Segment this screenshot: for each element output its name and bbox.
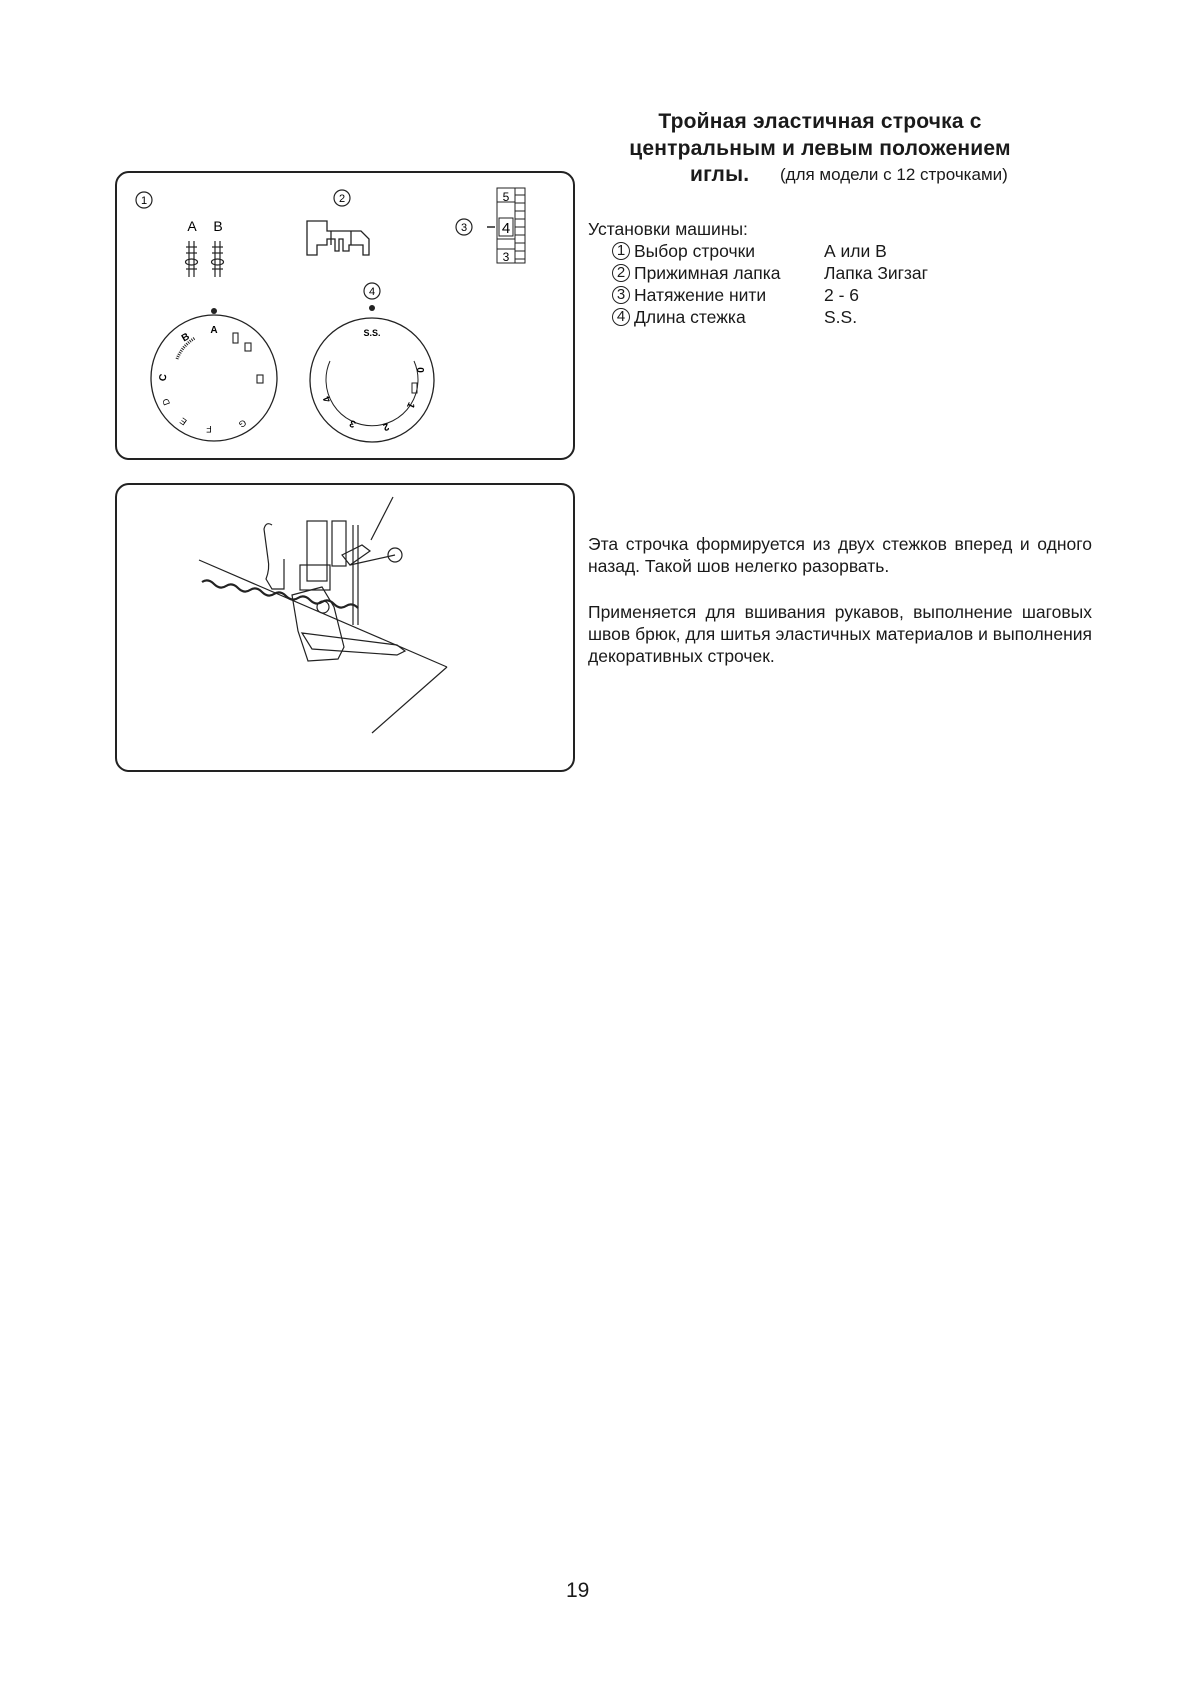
settings-num-1: 1 (612, 242, 630, 260)
settings-label-3: Натяжение нити (634, 285, 767, 305)
callout-2: 2 (338, 193, 346, 205)
tension-value-4: 4 (501, 220, 511, 237)
page-number: 19 (566, 1579, 590, 1602)
presser-foot-sewing-illustration (117, 485, 573, 770)
zigzag-foot-icon (307, 221, 369, 255)
pattern-a-label: A (187, 218, 197, 234)
dial-letter-a: A (210, 325, 218, 336)
dial-ss-label: S.S. (363, 328, 381, 338)
pattern-dial-marker (211, 308, 217, 314)
title-note: (для модели с 12 строчками) (780, 165, 1008, 184)
dial-letter-g: G (236, 417, 249, 430)
settings-value-1: А или В (824, 241, 887, 261)
dial-pattern-symbols (233, 333, 263, 383)
settings-row-length (588, 306, 928, 328)
settings-num-2: 2 (612, 264, 630, 282)
machine-settings (588, 218, 928, 328)
settings-row-foot (588, 262, 928, 284)
settings-value-3: 2 - 6 (824, 285, 860, 305)
settings-num-3: 3 (612, 286, 630, 304)
settings-label-4: Длина стежка (634, 307, 746, 327)
dial-letter-f: F (206, 424, 212, 434)
settings-illustration-panel (115, 171, 575, 460)
dial-letter-d: D (160, 397, 172, 407)
title-line-2: центральным и левым положением (629, 137, 1011, 160)
title-line-1: Тройная эластичная строчка с (658, 110, 982, 133)
callout-1: 1 (140, 195, 148, 207)
description-paragraph-2: Применяется для вшивания рукавов, выполнение шаговых швов брюк, для шитья эластичных материалов и выполнения декоративных строчек. (588, 602, 1092, 666)
settings-row-stitch (588, 240, 928, 262)
dial-letter-c: C (157, 373, 170, 383)
description-paragraph-1: Эта строчка формируется из двух стежков вперед и одного назад. Такой шов нелегко разорвать. (588, 534, 1092, 576)
dial-letter-e: E (177, 415, 189, 428)
dial-num-1: 1 (404, 400, 417, 410)
tension-value-3: 3 (502, 250, 510, 264)
length-dial-marker (369, 305, 375, 311)
settings-label-1: Выбор строчки (634, 241, 755, 261)
settings-row-tension (588, 284, 928, 306)
callout-4: 4 (368, 286, 376, 298)
dial-num-3: 3 (348, 417, 358, 430)
dial-num-0: 0 (414, 367, 425, 373)
pattern-a-icon (186, 241, 198, 277)
title-line-3: иглы. (690, 163, 750, 186)
settings-heading: Установки машины: (588, 219, 748, 239)
settings-value-2: Лапка Зигзаг (824, 263, 929, 283)
settings-label-2: Прижимная лапка (634, 263, 781, 283)
dial-num-2: 2 (381, 420, 391, 433)
callout-3: 3 (460, 222, 468, 234)
settings-value-4: S.S. (824, 307, 858, 327)
settings-num-4: 4 (612, 308, 630, 326)
sewing-illustration-panel (115, 483, 575, 772)
dial-letter-b: B (179, 331, 192, 345)
pattern-b-icon (212, 241, 224, 277)
dial-num-4: 4 (321, 394, 334, 404)
tension-value-5: 5 (502, 190, 510, 204)
settings-illustration (117, 173, 573, 458)
pattern-b-label: B (213, 218, 223, 234)
